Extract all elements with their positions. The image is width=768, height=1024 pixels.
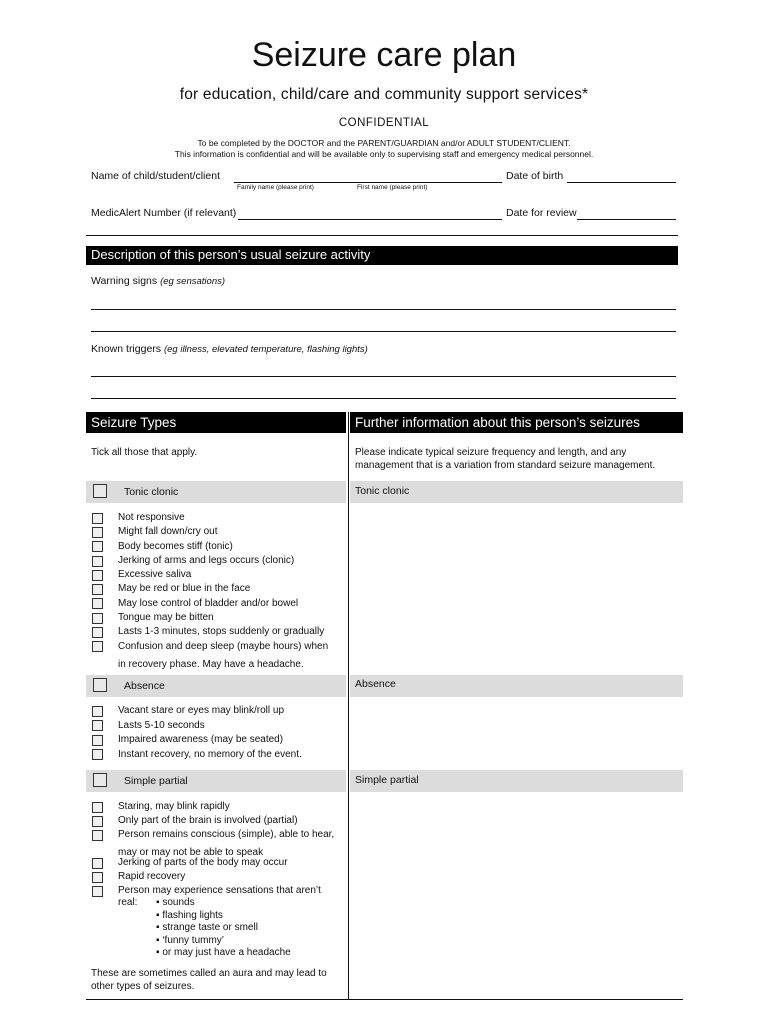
review-label: Date for review — [506, 207, 577, 219]
symptom-checkbox[interactable] — [92, 541, 103, 552]
symptom-checkbox[interactable] — [92, 886, 103, 897]
review-field[interactable] — [577, 219, 676, 220]
aura-note-line-2: other types of seizures. — [91, 981, 195, 992]
symptom-label: Instant recovery, no memory of the event. — [118, 748, 302, 760]
warning-signs-hint: (eg sensations) — [160, 276, 226, 287]
absence-info-row — [350, 675, 683, 697]
warning-signs-line-1[interactable] — [91, 309, 676, 310]
simple-partial-label: Simple partial — [124, 775, 188, 787]
further-info-heading: Further information about this person’s seizures — [350, 412, 683, 433]
symptom-label: Lasts 5-10 seconds — [118, 719, 205, 731]
name-field[interactable] — [234, 182, 502, 183]
symptom-label: Not responsive — [118, 512, 185, 523]
simple-partial-checkbox[interactable] — [93, 773, 107, 787]
symptom-checkbox[interactable] — [92, 641, 103, 652]
further-info-intro — [355, 446, 655, 472]
tonic-clonic-label: Tonic clonic — [124, 486, 179, 498]
bullet-item: ▪ strange taste or smell — [156, 922, 258, 933]
symptom-checkbox[interactable] — [92, 816, 103, 827]
dob-label: Date of birth — [506, 170, 564, 182]
simple-partial-list — [92, 800, 334, 898]
page-title: Seizure care plan — [251, 36, 517, 74]
symptom-label-continued: may or may not be able to speak — [118, 847, 264, 858]
symptom-label: Impaired awareness (may be seated) — [118, 734, 284, 746]
symptom-checkbox[interactable] — [92, 749, 103, 760]
name-label: Name of child/student/client — [91, 170, 220, 182]
symptom-checkbox[interactable] — [92, 706, 103, 717]
tick-instruction: Tick all those that apply. — [91, 447, 198, 458]
tonic-clonic-info-label: Tonic clonic — [355, 485, 410, 497]
table-column-divider — [348, 412, 349, 1000]
symptom-checkbox[interactable] — [92, 830, 103, 841]
symptom-label: Body becomes stiff (tonic) — [118, 540, 233, 552]
confidential-label: CONFIDENTIAL — [338, 117, 430, 129]
symptom-checkbox[interactable] — [92, 735, 103, 746]
symptom-checkbox[interactable] — [92, 527, 103, 538]
symptom-checkbox[interactable] — [92, 584, 103, 595]
absence-label: Absence — [124, 680, 165, 692]
bullet-item: ▪ sounds — [156, 897, 195, 908]
symptom-label: Person remains conscious (simple), able to hear, — [118, 828, 335, 840]
real-label: real: — [118, 897, 138, 908]
symptom-checkbox[interactable] — [92, 598, 103, 609]
bullet-item: ▪ or may just have a headache — [156, 947, 291, 958]
symptom-label: Jerking of parts of the body may occur — [118, 856, 288, 868]
symptom-checkbox[interactable] — [92, 802, 103, 813]
symptom-checkbox[interactable] — [92, 556, 103, 567]
description-heading: Description of this person’s usual seizure activity — [86, 246, 678, 265]
simple-partial-info-label: Simple partial — [355, 774, 419, 786]
table-bottom-border — [86, 999, 683, 1000]
symptom-label: Confusion and deep sleep (maybe hours) when — [118, 640, 329, 652]
symptom-checkbox[interactable] — [92, 872, 103, 883]
symptom-label: Rapid recovery — [118, 870, 186, 882]
absence-checkbox[interactable] — [93, 678, 107, 692]
absence-list — [92, 704, 302, 762]
aura-note-line-1: These are sometimes called an aura and may lead to — [91, 968, 327, 979]
medicalert-field[interactable] — [238, 219, 502, 220]
known-triggers-line-2[interactable] — [91, 398, 676, 399]
warning-signs-line-2[interactable] — [91, 331, 676, 332]
instruction-line-1: To be completed by the DOCTOR and the PARENT/GUARDIAN and/or ADULT STUDENT/CLIENT. — [197, 138, 571, 148]
further-info-intro-line-2: management that is a variation from standard seizure management. — [355, 460, 656, 471]
tonic-clonic-checkbox[interactable] — [93, 484, 107, 498]
seizure-types-heading: Seizure Types — [86, 412, 346, 433]
symptom-label: Might fall down/cry out — [118, 526, 218, 538]
known-triggers-label: Known triggers — [91, 343, 162, 355]
symptom-checkbox[interactable] — [92, 627, 103, 638]
symptom-label: Jerking of arms and legs occurs (clonic) — [118, 554, 295, 566]
first-name-hint: First name (please print) — [357, 184, 428, 191]
tonic-clonic-list — [92, 511, 328, 668]
symptom-label: May lose control of bladder and/or bowel — [118, 597, 299, 609]
absence-info-label: Absence — [355, 678, 396, 690]
symptom-label: Staring, may blink rapidly — [118, 800, 230, 812]
symptom-label: Tongue may be bitten — [118, 612, 214, 624]
section-divider — [86, 235, 678, 236]
aura-note — [91, 967, 327, 993]
page-subtitle: for education, child/care and community support services* — [179, 86, 589, 103]
known-triggers-row — [91, 343, 368, 355]
symptom-checkbox[interactable] — [92, 613, 103, 624]
warning-signs-label: Warning signs — [91, 275, 158, 287]
symptom-label: Only part of the brain is involved (partial) — [118, 814, 298, 826]
symptom-label: Vacant stare or eyes may blink/roll up — [118, 705, 285, 717]
symptom-checkbox[interactable] — [92, 858, 103, 869]
instruction-line-2: This information is confidential and will be available only to supervising staff and emergency medical personnel. — [174, 149, 594, 159]
sensations-list — [118, 897, 291, 960]
warning-signs-row — [91, 275, 225, 287]
symptom-label: May be red or blue in the face — [118, 583, 251, 595]
bullet-item: ▪ ‘funny tummy’ — [156, 934, 225, 946]
known-triggers-hint: (eg illness, elevated temperature, flashing lights) — [163, 344, 368, 355]
symptom-label: Excessive saliva — [118, 569, 192, 581]
medicalert-label: MedicAlert Number (if relevant) — [91, 207, 237, 219]
symptom-label: Person may experience sensations that aren’t — [118, 884, 321, 896]
family-name-hint: Family name (please print) — [237, 184, 314, 191]
symptom-checkbox[interactable] — [92, 513, 103, 524]
symptom-label-continued: in recovery phase. May have a headache. — [118, 658, 304, 670]
known-triggers-line-1[interactable] — [91, 376, 676, 377]
further-info-intro-line-1: Please indicate typical seizure frequency and length, and any — [355, 447, 627, 458]
bullet-item: ▪ flashing lights — [156, 909, 223, 921]
symptom-checkbox[interactable] — [92, 570, 103, 581]
symptom-label: Lasts 1-3 minutes, stops suddenly or gradually — [118, 626, 325, 638]
symptom-checkbox[interactable] — [92, 720, 103, 731]
dob-field[interactable] — [567, 182, 676, 183]
